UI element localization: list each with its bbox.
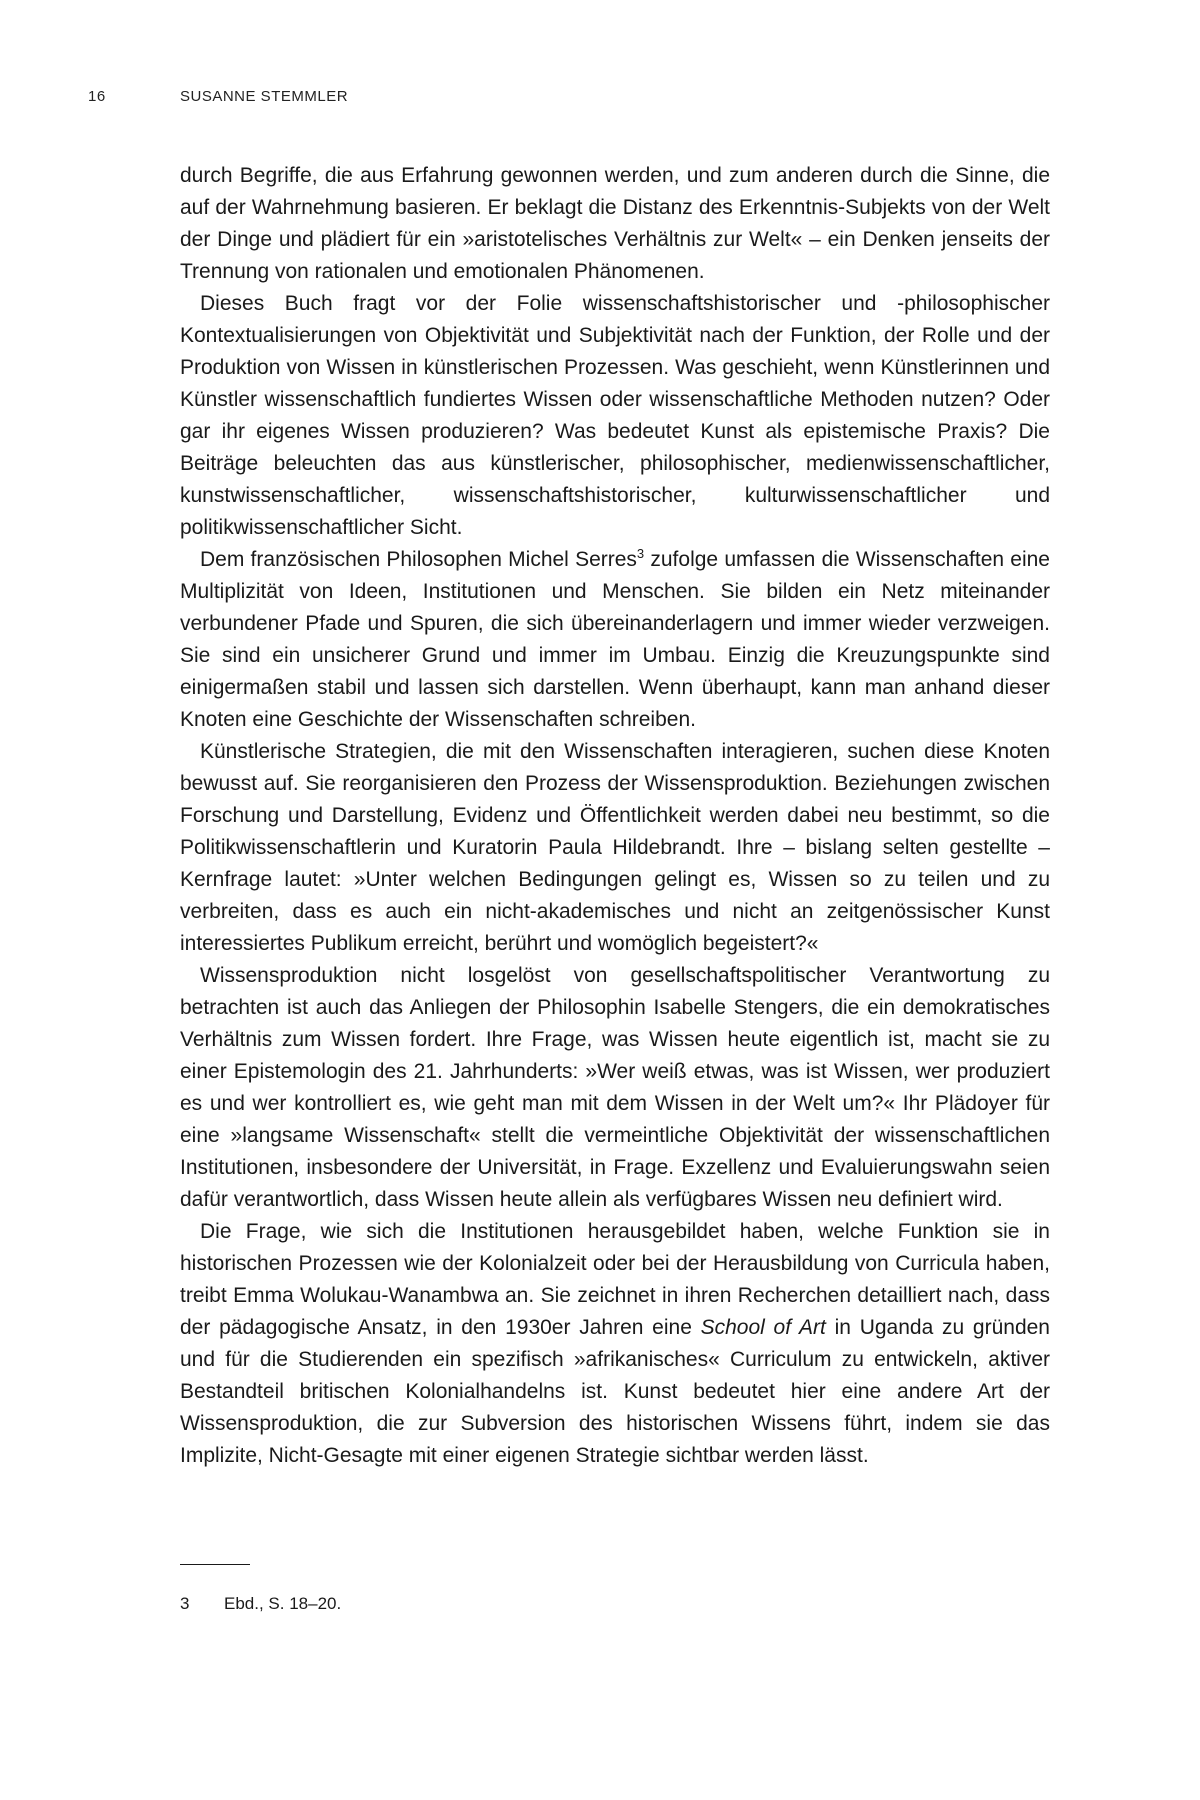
footnote-reference[interactable]: 3 [636,546,645,561]
footnote-divider [180,1564,250,1565]
footnote-number: 3 [180,1594,190,1613]
body-text [180,160,1050,1472]
italic-title: School of Art [700,1316,826,1339]
paragraph-5: Wissensproduktion nicht losgelöst von gesellschaftspolitischer Verantwortung zu betrachten ist auch das Anliegen der Philosophin Isabelle Stengers, die ein demokratisches Verhältnis zum Wissen fordert. Ihre Frage, was Wissen heute eigentlich ist, macht sie zu einer Epistemologin des 21. Jahrhunderts: »Wer weiß etwas, was ist Wissen, wer produziert es und wer kontrolliert es, wie geht man mit dem Wissen in der Welt um?« Ihr Plädoyer für eine »langsame Wissenschaft« stellt die vermeintliche Objektivität der wissenschaftlichen Institutionen, insbesondere der Universität, in Frage. Exzellenz und Evaluierungswahn seien dafür verantwortlich, dass Wissen heute allein als verfügbares Wissen neu definiert wird. [180,964,1050,1211]
paragraph-6 [180,1216,1050,1472]
paragraph-2: Dieses Buch fragt vor der Folie wissenschaftshistorischer und -philosophischer Kontextualisierungen von Objektivität und Subjektivität nach der Funktion, der Rolle und der Produktion von Wissen in künstlerischen Prozessen. Was geschieht, wenn Künstlerinnen und Künstler wissenschaftlich fundiertes Wissen oder wissenschaftliche Methoden nutzen? Oder gar ihr eigenes Wissen produzieren? Was bedeutet Kunst als epistemische Praxis? Die Beiträge beleuchten das aus künstlerischer, philosophischer, medienwissenschaftlicher, kunstwissenschaftlicher, wissenschaftshistorischer, kulturwissenschaftlicher und politikwissenschaftlicher Sicht. [180,292,1050,539]
running-head-author: SUSANNE STEMMLER [180,88,349,105]
paragraph-6-text-before-title: Die Frage, wie sich die Institutionen herausgebildet haben, welche Funktion sie in historischen Prozessen wie der Kolonialzeit oder bei der Herausbildung von Curricula haben, treibt Emma Wolukau-Wanambwa an. Sie zeichnet in ihren Recherchen detailliert nach, dass der pädagogische Ansatz, in den 1930er Jahren eine [180,1220,1050,1339]
paragraph-3-text-before-note: Dem französischen Philosophen Michel Serres [200,548,637,571]
running-head [88,88,348,105]
paragraph-3-text-after-note: zufolge umfassen die Wissenschaften eine Multiplizität von Ideen, Institutionen und Menschen. Sie bilden ein Netz miteinander verbundener Pfade und Spuren, die sich übereinanderlagern und immer wieder verzweigen. Sie sind ein unsicherer Grund und immer im Umbau. Einzig die Kreuzungspunkte sind einigermaßen stabil und lassen sich darstellen. Wenn überhaupt, kann man anhand dieser Knoten eine Geschichte der Wissenschaften schreiben. [180,548,1050,731]
footnote-text: Ebd., S. 18–20. [224,1594,342,1613]
paragraph-1: durch Begriffe, die aus Erfahrung gewonnen werden, und zum anderen durch die Sinne, die auf der Wahrnehmung basieren. Er beklagt die Distanz des Erkenntnis-Subjekts von der Welt der Dinge und plädiert für ein »aristotelisches Verhältnis zur Welt« – ein Denken jenseits der Trennung von rationalen und emotionalen Phänomenen. [180,164,1050,283]
paragraph-4: Künstlerische Strategien, die mit den Wissenschaften interagieren, suchen diese Knoten bewusst auf. Sie reorganisieren den Prozess der Wissensproduktion. Beziehungen zwischen Forschung und Darstellung, Evidenz und Öffentlichkeit werden dabei neu bestimmt, so die Politikwissenschaftlerin und Kuratorin Paula Hildebrandt. Ihre – bislang selten gestellte – Kernfrage lautet: »Unter welchen Bedingungen gelingt es, Wissen so zu teilen und zu verbreiten, dass es auch ein nicht-akademisches und nicht an zeitgenössischer Kunst interessiertes Publikum erreicht, berührt und womöglich begeistert?« [180,740,1050,955]
paragraph-6-text-after-title: in Uganda zu gründen und für die Studierenden ein spezifisch »afrikanisches« Curriculum zu entwickeln, aktiver Bestandteil britischen Kolonialhandelns ist. Kunst bedeutet hier eine andere Art der Wissensproduktion, die zur Subversion des historischen Wissens führt, indem sie das Implizite, Nicht-Gesagte mit einer eigenen Strategie sichtbar werden lässt. [180,1316,1050,1467]
paragraph-3 [180,544,1050,736]
footnote [180,1592,341,1616]
page-number: 16 [88,88,106,105]
